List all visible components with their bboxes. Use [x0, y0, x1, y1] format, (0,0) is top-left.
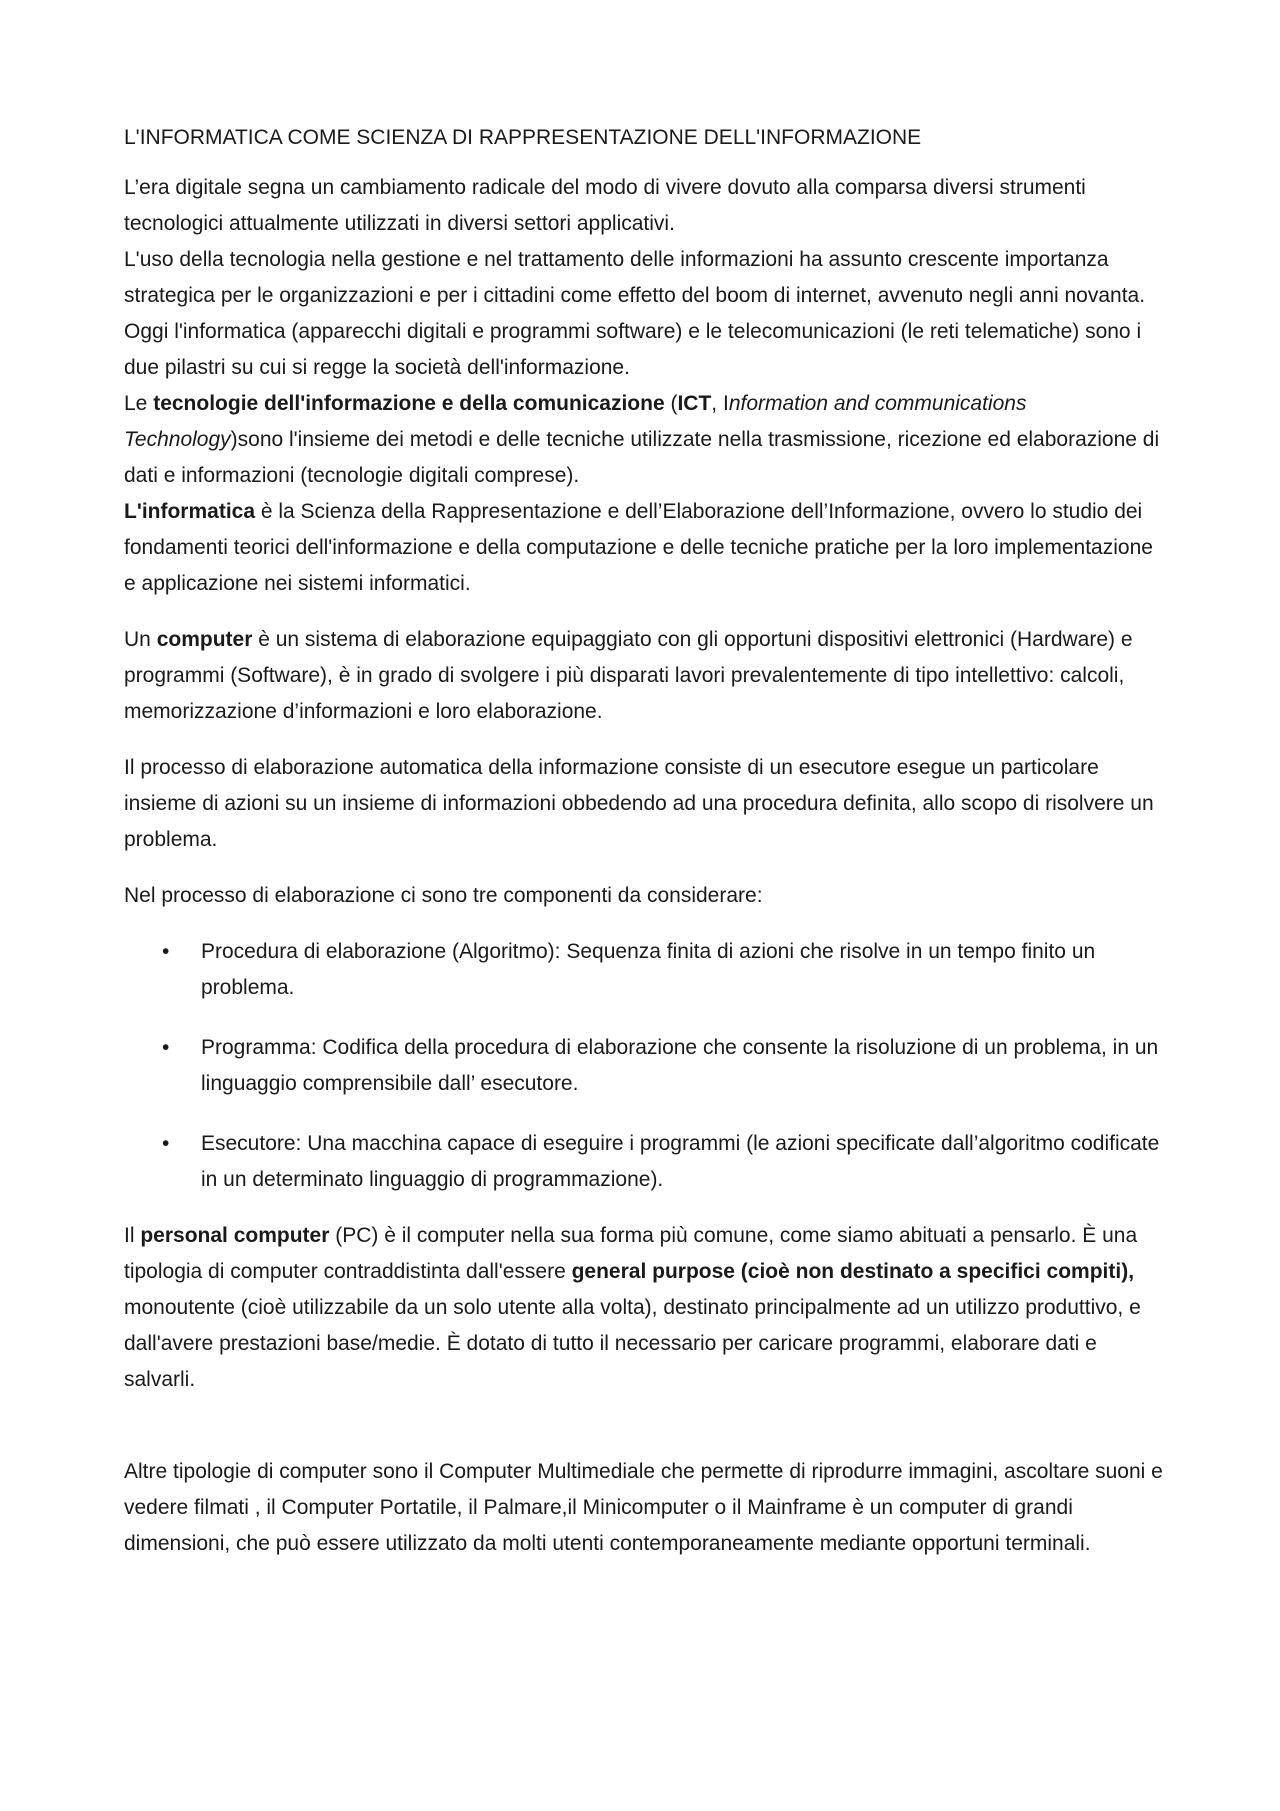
paragraph-processo: Il processo di elaborazione automatica della informazione consiste di un esecutore esegue un particolare insieme di azioni su un insieme di informazioni obbedendo ad una procedura definita, allo scopo di risolvere un problema.	[124, 756, 1154, 851]
paragraph-uso-tecnologia: L'uso della tecnologia nella gestione e nel trattamento delle informazioni ha assunto crescente importanza strategica per le organizzazioni e per i cittadini come effetto del boom di internet, avvenuto negli anni novanta. Oggi l'informatica (apparecchi digitali e programmi software) e le telecomunicazioni (le reti telematiche) sono i due pilastri su cui si regge la società dell'informazione.	[124, 248, 1146, 379]
paragraph-era-digitale: L’era digitale segna un cambiamento radicale del modo di vivere dovuto alla comparsa diversi strumenti tecnologici attualmente utilizzati in diversi settori applicativi.	[124, 176, 1086, 235]
paragraph-ict	[124, 386, 1164, 494]
ict-term-bold: tecnologie dell'informazione e della comunicazione	[153, 392, 665, 415]
list-item	[124, 1126, 1164, 1198]
list-item	[124, 934, 1164, 1006]
paragraph-informatica-text: è la Scienza della Rappresentazione e dell’Elaborazione dell’Informazione, ovvero lo studio dei fondamenti teorici dell'informazione e della computazione e delle tecniche pratiche per la loro implementazione e applicazione nei sistemi informatici.	[124, 500, 1153, 595]
list-item-text: Procedura di elaborazione (Algoritmo): Sequenza finita di azioni che risolve in un tempo finito un problema.	[201, 940, 1096, 999]
paragraph-personal-computer	[124, 1218, 1164, 1398]
document-page	[124, 120, 1164, 1562]
paragraph-ict-text: Le	[124, 392, 154, 415]
paragraph-ict-text: , I	[711, 392, 729, 415]
computer-term-bold: computer	[156, 628, 253, 651]
informatica-term-bold: L'informatica	[124, 500, 256, 523]
paragraph-ict-text: (	[664, 392, 678, 415]
paragraph-componenti-intro: Nel processo di elaborazione ci sono tre componenti da considerare:	[124, 884, 763, 907]
bullet-icon: •	[162, 940, 170, 963]
list-item-text: Programma: Codifica della procedura di elaborazione che consente la risoluzione di un problema, in un linguaggio comprensibile dall’ esecutore.	[201, 1036, 1159, 1095]
list-item-text: Esecutore: Una macchina capace di eseguire i programmi (le azioni specificate dall’algoritmo codificate in un determinato linguaggio di programmazione).	[201, 1132, 1160, 1191]
bullet-icon: •	[162, 1036, 170, 1059]
pc-term-bold: personal computer	[140, 1224, 330, 1247]
paragraph-computer-text: Un	[124, 628, 157, 651]
document-title: L'INFORMATICA COME SCIENZA DI RAPPRESENTAZIONE DELL'INFORMAZIONE	[124, 126, 922, 149]
paragraph-pc-text: (PC) è il computer nella sua forma più comune, come siamo abituati a pensarlo. È una tipologia di computer contraddistinta dall'essere	[124, 1224, 1138, 1283]
paragraph-informatica	[124, 494, 1164, 602]
paragraph-pc-text: Il	[124, 1224, 141, 1247]
ict-acronym-bold: ICT	[677, 392, 712, 415]
general-purpose-bold: general purpose (cioè non destinato a specifici compiti),	[571, 1260, 1135, 1283]
paragraph-pc-text: monoutente (cioè utilizzabile da un solo utente alla volta), destinato principalmente ad un utilizzo produttivo, e dall'avere prestazioni base/medie. È dotato di tutto il necessario per caricare programmi, elaborare dati e salvarli.	[124, 1296, 1141, 1391]
ict-english-italic: nformation and communications Technology	[124, 392, 1027, 451]
paragraph-altre-tipologie: Altre tipologie di computer sono il Computer Multimediale che permette di riprodurre immagini, ascoltare suoni e vedere filmati , il Computer Portatile, il Palmare,il Minicomputer o il Mainframe è un computer di grandi dimensioni, che può essere utilizzato da molti utenti contemporaneamente mediante opportuni terminali.	[124, 1460, 1163, 1555]
paragraph-computer-text: è un sistema di elaborazione equipaggiato con gli opportuni dispositivi elettronici (Hardware) e programmi (Software), è in grado di svolgere i più disparati lavori prevalentemente di tipo intellettivo: calcoli, memorizzazione d’informazioni e loro elaborazione.	[124, 628, 1133, 723]
components-list	[124, 934, 1164, 1198]
paragraph-ict-text: )sono l'insieme dei metodi e delle tecniche utilizzate nella trasmissione, ricezione ed elaborazione di dati e informazioni (tecnologie digitali comprese).	[124, 428, 1160, 487]
list-item	[124, 1030, 1164, 1102]
paragraph-computer	[124, 622, 1164, 730]
bullet-icon: •	[162, 1132, 170, 1155]
